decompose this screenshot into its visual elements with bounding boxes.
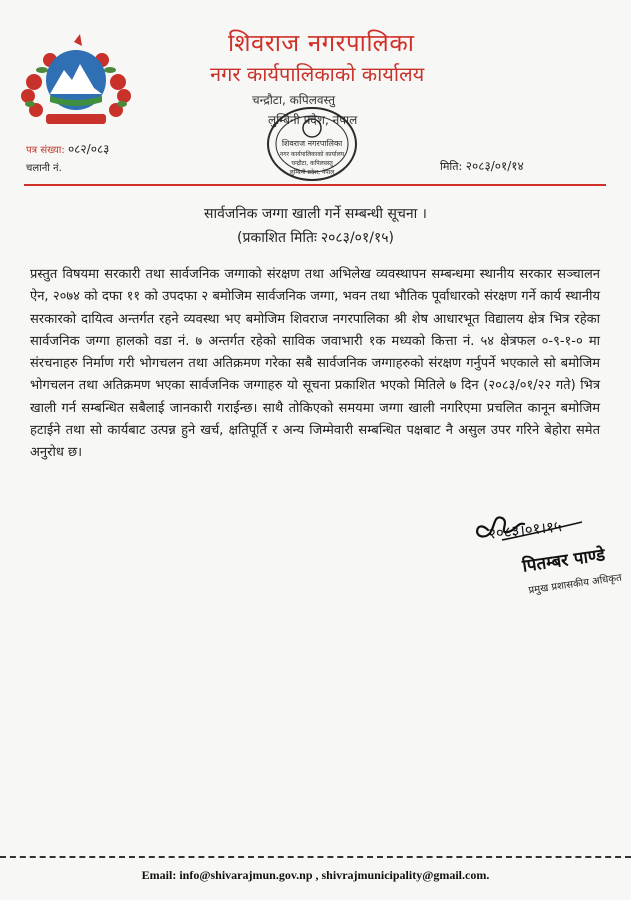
- office-title: नगर कार्यपालिकाको कार्यालय: [210, 62, 425, 86]
- stamp-line-4: लुम्बिनी प्रदेश, नेपाल: [289, 169, 335, 176]
- letter-date-value: २०८३/०१/१४: [465, 159, 524, 173]
- footer-divider: [0, 856, 631, 858]
- header-divider: [24, 184, 606, 186]
- dispatch-number-label: चलानी नं.: [26, 163, 62, 174]
- signature-date: २०८३।०१।१५: [487, 517, 563, 543]
- stamp-line-1: शिवराज नगरपालिका: [281, 139, 343, 148]
- official-stamp: [262, 102, 362, 184]
- office-province: लुम्बिनी प्रदेश, नेपाल: [268, 113, 358, 127]
- letter-number: [26, 140, 109, 157]
- letter-date-label: मिति:: [440, 160, 463, 173]
- signatory-title: प्रमुख प्रशासकीय अधिकृत: [527, 572, 623, 597]
- municipality-title: शिवराज नगरपालिका: [228, 29, 415, 57]
- notice-body: प्रस्तुत विषयमा सरकारी तथा सार्वजनिक जग्गाको संरक्षण तथा अभिलेख व्यवस्थापन सम्बन्धमा स्थानीय सरकार सञ्चालन ऐन, २०७४ को दफा ११ को उपदफा २ बमोजिम सार्वजनिक जग्गा, भवन तथा भौतिक पूर्वाधारको संरक्षण गर्ने कार्य स्थानीय सरकारको दायित्व अन्तर्गत रहने व्यवस्था भए बमोजिम शिवराज नगरपालिका श्री शेष आधारभूत विद्यालय क्षेत्र भित्र रहेका सार्वजनिक जग्गा हालको वडा नं. ७ अन्तर्गत रहेको साविक जवाभारी १क मध्यको कित्ता नं. ५४ क्षेत्रफल ०-९-१-० मा संरचनाहरु निर्माण गरी भोगचलन तथा अतिक्रमण गरेका सबै सार्वजनिक जग्गाहरुको संरक्षण गर्नुपर्ने भएकाले सो बमोजिम भोगचलन तथा अतिक्रमण भएका सार्वजनिक जग्गाहरु यो सूचना प्रकाशित भएको मितिले ७ दिन (२०८३/०१/२२ गते) भित्र खाली गर्न सम्बन्धित सबैलाई जानकारी गराईन्छ। साथै तोकिएको समयमा जग्गा खाली नगरिएमा प्रचलित कानून बमोजिम हटाईने तथा सो कार्यबाट उत्पन्न हुने खर्च, क्षतिपूर्ति र अन्य जिम्मेवारी सम्बन्धित पक्षबाट नै असुल उपर गरिने बेहोरा समेत अनुरोध छ।: [30, 267, 600, 461]
- nepal-emblem-icon: [16, 30, 136, 130]
- signatory-name: पितम्बर पाण्डे: [521, 545, 607, 577]
- office-address: चन्द्रौटा, कपिलवस्तु: [252, 93, 336, 107]
- footer-contact: Email: info@shivarajmun.gov.np , shivrajmunicipality@gmail.com.: [141, 868, 490, 882]
- stamp-line-3: चन्द्रौटा, कपिलवस्तु: [291, 160, 333, 167]
- letter-number-label: पत्र संख्या:: [26, 145, 65, 156]
- letter-date: [440, 157, 524, 174]
- notice-published: [0, 228, 631, 247]
- published-date: २०८३/०१/१५): [320, 230, 394, 246]
- published-label: (प्रकाशित मितिः: [237, 230, 317, 246]
- letter-number-value: ०८२/०८३: [67, 142, 110, 156]
- notice-subject: सार्वजनिक जग्गा खाली गर्ने सम्बन्धी सूचना ।: [204, 206, 427, 222]
- stamp-line-2: नगर कार्यपालिकाको कार्यालय: [279, 151, 345, 158]
